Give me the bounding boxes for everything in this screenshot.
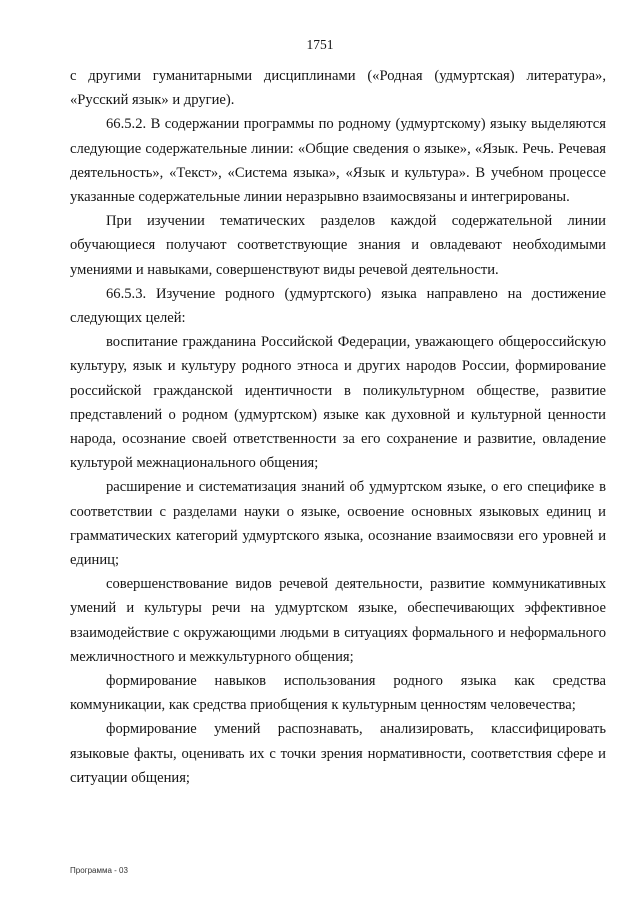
goal-item: расширение и систематизация знаний об удмуртском языке, о его специфике в соответствии с разделами науки о языке, освоение основных языковых единиц и грамматических категорий удмуртского языка, осознание взаимосвязи его уровней и единиц; (70, 479, 606, 569)
page-number: 1751 (306, 37, 334, 52)
footer-label: Программа - 03 (70, 866, 128, 875)
goal-item: формирование навыков использования родного языка как средства коммуникации, как средства приобщения к культурным ценностям человечества; (70, 673, 606, 714)
document-body (70, 64, 606, 790)
paragraph-66-5-2: 66.5.2. В содержании программы по родному (удмуртскому) языку выделяются следующие содержательные линии: «Общие сведения о языке», «Язык. Речь. Речевая деятельность», «Текст», «Система языка», «Язык и культура». В учебном процессе указанные содержательные линии неразрывно взаимосвязаны и интегрированы. (70, 116, 606, 206)
paragraph-66-5-3: 66.5.3. Изучение родного (удмуртского) языка направлено на достижение следующих целей: (70, 285, 606, 327)
paragraph-thematic-sections: При изучении тематических разделов каждой содержательной линии обучающиеся получают соответствующие знания и овладевают необходимыми умениями и навыками, совершенствуют виды речевой деятельности. (70, 213, 606, 278)
paragraph-continuation: с другими гуманитарными дисциплинами («Родная (удмуртская) литература», «Русский язык» и другие). (70, 68, 606, 109)
goal-item: формирование умений распознавать, анализировать, классифицировать языковые факты, оценивать их с точки зрения нормативности, соответствия сфере и ситуации общения; (70, 721, 606, 786)
goal-item: совершенствование видов речевой деятельности, развитие коммуникативных умений и культуры речи на удмуртском языке, обеспечивающих эффективное взаимодействие с окружающими людьми в ситуациях формального и неформального межличностного и межкультурного общения; (70, 576, 606, 665)
goal-item: воспитание гражданина Российской Федерации, уважающего общероссийскую культуру, язык и культуру родного этноса и других народов России, формирование российской гражданской идентичности в поликультурном обществе, развитие представлений о родном (удмуртском) языке как духовной и культурной ценности народа, осознание своей ответственности за его сохранение и развитие, овладение культурой межнационального общения; (70, 334, 606, 472)
